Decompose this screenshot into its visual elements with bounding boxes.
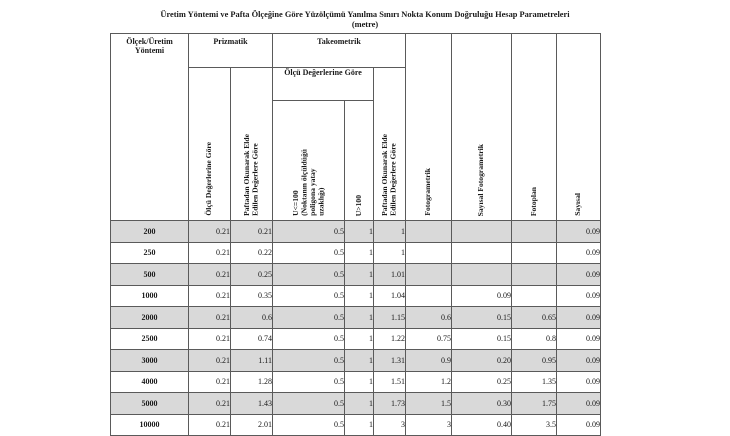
row-value-cell: 0.75 [406, 328, 452, 350]
row-value-cell: 1 [345, 371, 374, 393]
header-sayisal-fotogrametrik-label: Sayısal Fotogrametrik [476, 143, 486, 216]
row-value-cell: 0.09 [557, 414, 601, 436]
row-value-cell: 0.95 [512, 350, 557, 372]
row-value-cell: 1 [345, 307, 374, 329]
header-prizmatik-olcu-label: Ölçü Değerlerine Göre [204, 142, 214, 216]
row-value-cell: 1.43 [231, 393, 273, 415]
table-row [111, 393, 601, 415]
row-value-cell: 0.09 [557, 285, 601, 307]
table-title [110, 10, 620, 30]
row-value-cell: 1 [345, 285, 374, 307]
row-value-cell: 1 [345, 414, 374, 436]
row-value-cell: 0.15 [452, 307, 512, 329]
row-value-cell: 0.30 [452, 393, 512, 415]
row-scale-cell: 10000 [111, 414, 189, 436]
row-scale-cell: 2000 [111, 307, 189, 329]
row-value-cell: 0.5 [273, 371, 345, 393]
row-scale-cell: 500 [111, 264, 189, 286]
row-value-cell: 1 [345, 221, 374, 243]
header-u-gt-100-label: U>100 [353, 194, 363, 216]
row-value-cell [452, 264, 512, 286]
header-fotoplan [512, 34, 557, 221]
row-scale-cell: 4000 [111, 371, 189, 393]
row-value-cell: 0.5 [273, 328, 345, 350]
row-value-cell [406, 264, 452, 286]
row-value-cell: 3 [374, 414, 406, 436]
row-scale-cell: 3000 [111, 350, 189, 372]
table-row [111, 371, 601, 393]
row-value-cell: 1.01 [374, 264, 406, 286]
row-value-cell: 0.22 [231, 242, 273, 264]
header-sayisal-label: Sayısal [573, 193, 583, 216]
table-row [111, 242, 601, 264]
row-value-cell: 0.15 [452, 328, 512, 350]
row-value-cell: 0.6 [231, 307, 273, 329]
row-value-cell: 1 [345, 393, 374, 415]
row-value-cell: 1 [345, 350, 374, 372]
row-value-cell: 1 [345, 242, 374, 264]
table-row [111, 328, 601, 350]
row-value-cell: 0.09 [557, 242, 601, 264]
parameters-table [110, 33, 601, 436]
row-scale-cell: 200 [111, 221, 189, 243]
row-value-cell: 0.6 [406, 307, 452, 329]
row-value-cell: 0.09 [557, 307, 601, 329]
row-value-cell: 0.09 [557, 264, 601, 286]
row-value-cell: 1.35 [512, 371, 557, 393]
row-value-cell: 1.15 [374, 307, 406, 329]
header-sayisal-fotogrametrik [452, 34, 512, 221]
row-value-cell: 0.09 [557, 350, 601, 372]
row-value-cell [512, 285, 557, 307]
header-takeo-pafta [374, 68, 406, 221]
row-value-cell: 0.9 [406, 350, 452, 372]
header-sayisal [557, 34, 601, 221]
header-takeo-pafta-label: Paftadan Okunarak Elde Edilen Değerlere Göre [380, 134, 398, 216]
row-value-cell: 0.65 [512, 307, 557, 329]
header-u-gt-100 [345, 101, 374, 221]
row-value-cell [406, 242, 452, 264]
row-value-cell: 0.25 [231, 264, 273, 286]
header-prizmatik: Prizmatik [189, 34, 273, 68]
row-value-cell: 0.35 [231, 285, 273, 307]
row-value-cell: 0.21 [189, 414, 231, 436]
row-value-cell: 1 [345, 328, 374, 350]
row-value-cell [512, 221, 557, 243]
table-row [111, 307, 601, 329]
row-scale-cell: 5000 [111, 393, 189, 415]
row-value-cell [452, 242, 512, 264]
row-value-cell: 0.09 [452, 285, 512, 307]
header-fotogrametrik [406, 34, 452, 221]
header-fotogrametrik-label: Fotogrametrik [423, 168, 433, 216]
row-value-cell: 1.11 [231, 350, 273, 372]
row-value-cell: 0.74 [231, 328, 273, 350]
row-value-cell: 0.5 [273, 242, 345, 264]
row-value-cell: 0.09 [557, 393, 601, 415]
row-value-cell: 0.21 [189, 350, 231, 372]
table-row [111, 414, 601, 436]
title-line-2: (metre) [351, 20, 379, 29]
row-value-cell: 0.5 [273, 350, 345, 372]
row-value-cell: 0.5 [273, 264, 345, 286]
row-value-cell: 0.21 [189, 285, 231, 307]
row-value-cell: 0.21 [231, 221, 273, 243]
header-takeometrik: Takeometrik [273, 34, 406, 68]
table-row [111, 264, 601, 286]
row-value-cell [406, 221, 452, 243]
table-row [111, 221, 601, 243]
table-row [111, 285, 601, 307]
row-value-cell: 0.8 [512, 328, 557, 350]
row-value-cell: 0.21 [189, 371, 231, 393]
row-value-cell: 1.73 [374, 393, 406, 415]
row-value-cell: 0.20 [452, 350, 512, 372]
row-value-cell: 1 [374, 221, 406, 243]
table-row [111, 350, 601, 372]
row-value-cell: 3 [406, 414, 452, 436]
header-u-le-100 [273, 101, 345, 221]
header-fotoplan-label: Fotoplan [528, 186, 538, 216]
row-value-cell: 1.75 [512, 393, 557, 415]
row-value-cell [512, 242, 557, 264]
row-scale-cell: 1000 [111, 285, 189, 307]
row-value-cell: 0.09 [557, 221, 601, 243]
header-u-le-100-label: U<=100 (Noktanın ölçüldüğü poligona yatay uzaklığı) [290, 149, 325, 216]
row-value-cell: 0.09 [557, 371, 601, 393]
row-value-cell: 0.5 [273, 414, 345, 436]
row-value-cell: 0.5 [273, 221, 345, 243]
row-value-cell: 1.28 [231, 371, 273, 393]
row-value-cell: 0.5 [273, 285, 345, 307]
row-value-cell: 0.21 [189, 264, 231, 286]
row-value-cell: 1.2 [406, 371, 452, 393]
table-body [111, 221, 601, 436]
row-value-cell: 3.5 [512, 414, 557, 436]
header-prizmatik-pafta-label: Paftadan Okunarak Elde Edilen Değerlere Göre [242, 134, 260, 216]
row-value-cell: 1 [374, 242, 406, 264]
row-value-cell: 1 [345, 264, 374, 286]
row-value-cell: 0.5 [273, 307, 345, 329]
table-header [111, 34, 601, 221]
row-value-cell: 1.22 [374, 328, 406, 350]
row-value-cell: 0.21 [189, 328, 231, 350]
row-scale-cell: 250 [111, 242, 189, 264]
title-line-1: Üretim Yöntemi ve Pafta Ölçeğine Göre Yüzölçümü Yanılma Sınırı Nokta Konum Doğruluğu Hesap Parametreleri [160, 10, 570, 19]
row-value-cell: 1.5 [406, 393, 452, 415]
row-value-cell: 0.5 [273, 393, 345, 415]
header-scale-method: Ölçek/Üretim Yöntemi [111, 34, 189, 221]
row-scale-cell: 2500 [111, 328, 189, 350]
row-value-cell: 0.21 [189, 242, 231, 264]
row-value-cell: 0.09 [557, 328, 601, 350]
row-value-cell: 0.40 [452, 414, 512, 436]
row-value-cell: 0.21 [189, 393, 231, 415]
row-value-cell: 2.01 [231, 414, 273, 436]
row-value-cell [406, 285, 452, 307]
row-value-cell: 1.51 [374, 371, 406, 393]
header-prizmatik-olcu [189, 68, 231, 221]
header-prizmatik-pafta [231, 68, 273, 221]
row-value-cell: 0.21 [189, 221, 231, 243]
row-value-cell [512, 264, 557, 286]
row-value-cell: 1.31 [374, 350, 406, 372]
row-value-cell: 1.04 [374, 285, 406, 307]
row-value-cell [452, 221, 512, 243]
header-olcu-degerlerine-gore: Ölçü Değerlerine Göre [273, 68, 374, 101]
row-value-cell: 0.25 [452, 371, 512, 393]
row-value-cell: 0.21 [189, 307, 231, 329]
